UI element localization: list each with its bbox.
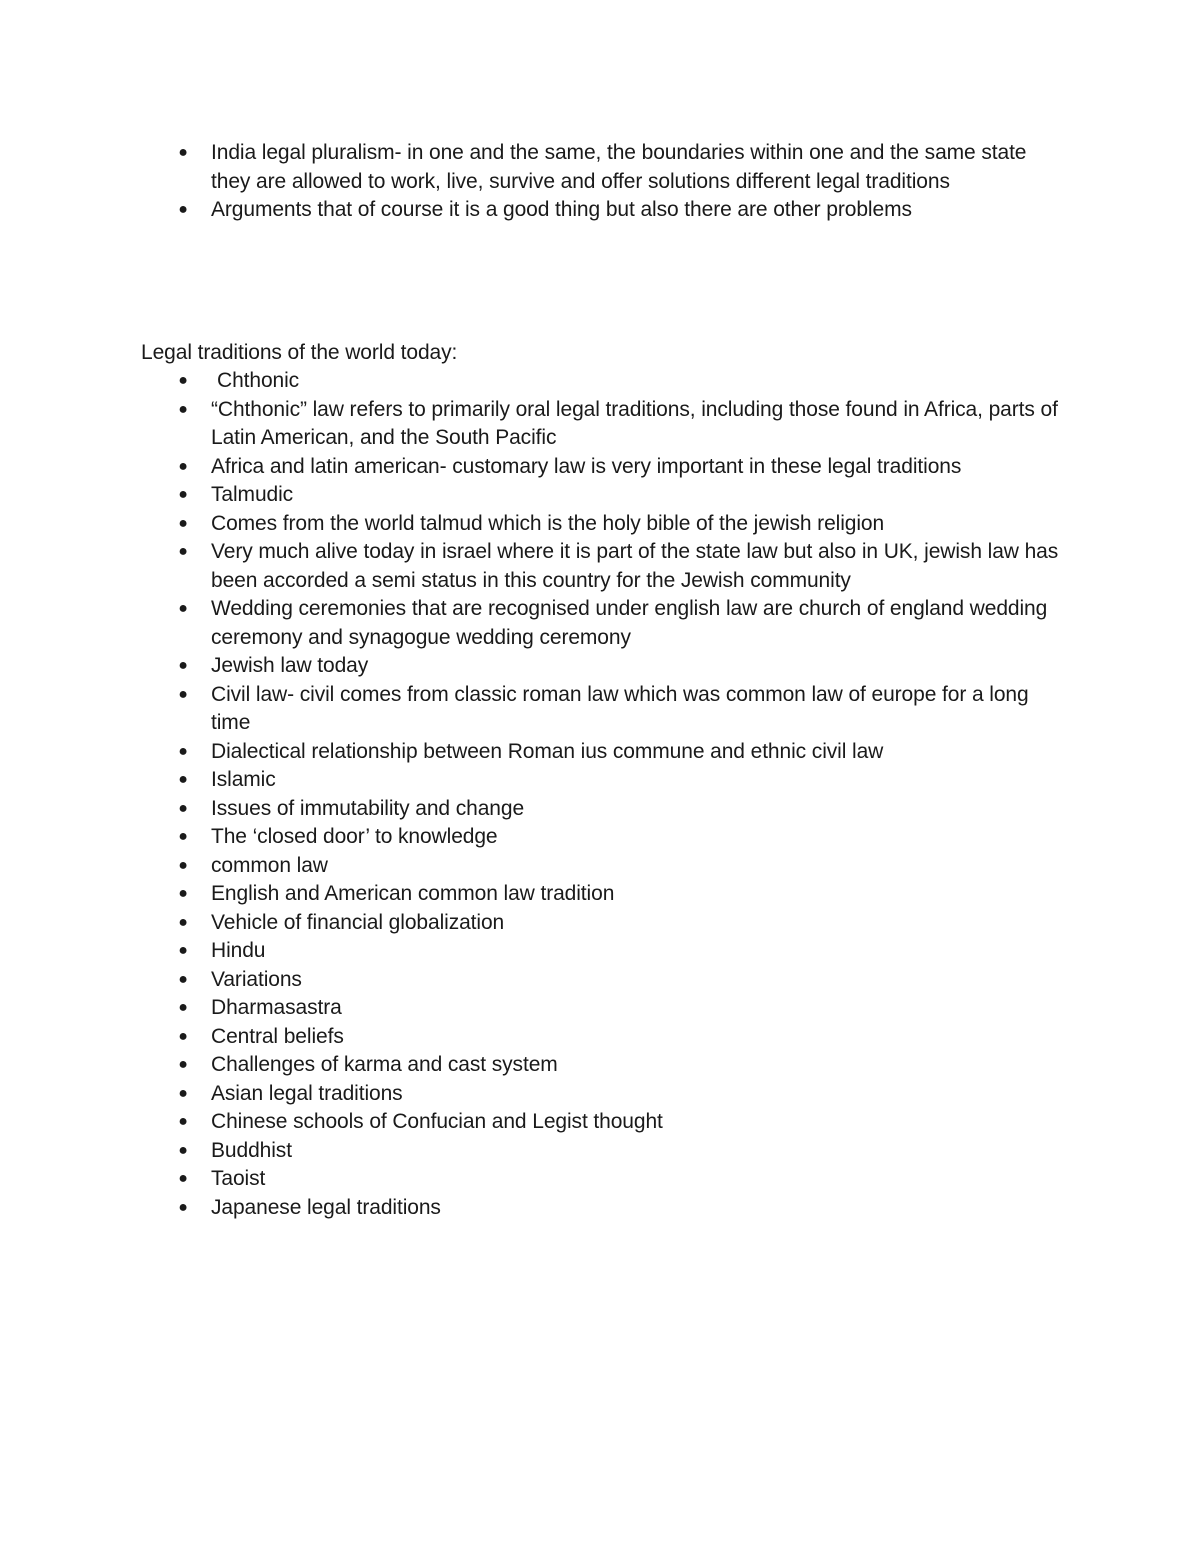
bullet-icon: ●	[178, 885, 188, 902]
list-item	[0, 1108, 1200, 1137]
bullet-icon: ●	[178, 1084, 188, 1102]
bullet-icon: ●	[178, 600, 188, 617]
bullet-icon: ●	[178, 400, 188, 418]
bullet-icon: ●	[178, 913, 188, 931]
list-item	[0, 909, 1200, 938]
list-item	[0, 652, 1200, 681]
list-item	[0, 510, 1200, 539]
list-item	[0, 966, 1200, 995]
list-item	[0, 396, 1200, 453]
intro-bullet-list	[0, 139, 1200, 225]
bullet-icon: ●	[178, 1141, 188, 1159]
list-item-text: Japanese legal traditions	[211, 1195, 441, 1219]
list-item	[0, 1137, 1200, 1166]
bullet-icon: ●	[178, 1027, 188, 1045]
list-item	[0, 1080, 1200, 1109]
bullet-icon: ●	[178, 942, 188, 959]
list-item	[0, 453, 1200, 482]
bullet-icon: ●	[178, 514, 188, 532]
list-item	[0, 852, 1200, 881]
bullet-icon: ●	[178, 771, 188, 788]
list-item-text: Hindu	[211, 939, 266, 962]
list-item	[0, 1023, 1200, 1052]
list-item	[0, 1051, 1200, 1080]
bullet-icon: ●	[178, 486, 188, 503]
list-item	[0, 1165, 1200, 1194]
list-item	[0, 139, 1200, 196]
list-item-text: Talmudic	[211, 483, 294, 506]
list-item	[0, 481, 1200, 510]
list-item	[0, 994, 1200, 1023]
list-item-text: Dharmasastra	[211, 996, 342, 1019]
list-item-text: Chinese schools of Confucian and Legist thought	[211, 1110, 663, 1133]
bullet-icon: ●	[178, 1198, 188, 1216]
bullet-icon: ●	[178, 372, 188, 389]
list-item-text: Jewish law today	[211, 654, 369, 677]
bullet-icon: ●	[178, 1113, 188, 1130]
list-item-text: India legal pluralism- in one and the same, the boundaries within one and the same state they are allowed to work, live, survive and offer solutions different legal traditions	[211, 141, 1027, 193]
bullet-icon: ●	[178, 685, 188, 703]
bullet-icon: ●	[178, 742, 188, 760]
list-item-text: The ‘closed door’ to knowledge	[211, 825, 498, 848]
bullet-icon: ●	[178, 799, 188, 817]
list-item	[0, 681, 1200, 738]
list-item	[0, 880, 1200, 909]
legal-traditions-bullet-list	[0, 367, 1200, 1222]
bullet-icon: ●	[178, 1170, 188, 1187]
list-item-text: Comes from the world talmud which is the holy bible of the jewish religion	[211, 511, 885, 535]
list-item-text: Central beliefs	[211, 1024, 344, 1048]
bullet-icon: ●	[178, 201, 188, 218]
list-item-text: Chthonic	[217, 369, 300, 392]
bullet-icon: ●	[178, 970, 188, 988]
list-item-text: Taoist	[211, 1167, 266, 1190]
bullet-icon: ●	[178, 999, 188, 1016]
list-item-text: common law	[211, 853, 328, 877]
list-item-text: “Chthonic” law refers to primarily oral legal traditions, including those found in Africa, parts of Latin American, and the South Pacific	[211, 397, 1058, 449]
list-item-text: Arguments that of course it is a good thing but also there are other problems	[211, 198, 912, 221]
bullet-icon: ●	[178, 828, 188, 845]
list-item	[0, 823, 1200, 852]
list-item-text: Vehicle of financial globalization	[211, 910, 505, 934]
list-item	[0, 367, 1200, 396]
list-item-text: Very much alive today in israel where it is part of the state law but also in UK, jewish law has been accorded a semi status in this country for the Jewish community	[211, 540, 1059, 592]
list-item-text: Civil law- civil comes from classic roman law which was common law of europe for a long time	[211, 682, 1029, 734]
bullet-icon: ●	[178, 856, 188, 874]
list-item-text: Asian legal traditions	[211, 1081, 403, 1105]
list-item-text: Islamic	[211, 768, 276, 791]
list-item-text: Dialectical relationship between Roman ius commune and ethnic civil law	[211, 739, 884, 763]
list-item	[0, 738, 1200, 767]
list-item-text: English and American common law tradition	[211, 882, 615, 905]
list-item	[0, 795, 1200, 824]
bullet-icon: ●	[178, 657, 188, 674]
list-item-text: Challenges of karma and cast system	[211, 1053, 558, 1076]
list-item	[0, 595, 1200, 652]
list-item	[0, 196, 1200, 225]
bullet-icon: ●	[178, 457, 188, 475]
list-item-text: Buddhist	[211, 1138, 292, 1162]
list-item	[0, 538, 1200, 595]
list-item-text: Africa and latin american- customary law is very important in these legal traditions	[211, 454, 962, 478]
list-item-text: Variations	[211, 967, 302, 991]
bullet-icon: ●	[178, 543, 188, 560]
bullet-icon: ●	[178, 1056, 188, 1073]
list-item-text: Wedding ceremonies that are recognised under english law are church of england wedding ceremony and synagogue wedding ceremony	[211, 597, 1048, 649]
bullet-icon: ●	[178, 144, 188, 161]
list-item	[0, 766, 1200, 795]
list-item	[0, 1194, 1200, 1223]
list-item-text: Issues of immutability and change	[211, 796, 525, 820]
list-item	[0, 937, 1200, 966]
section-heading: Legal traditions of the world today:	[141, 341, 458, 364]
